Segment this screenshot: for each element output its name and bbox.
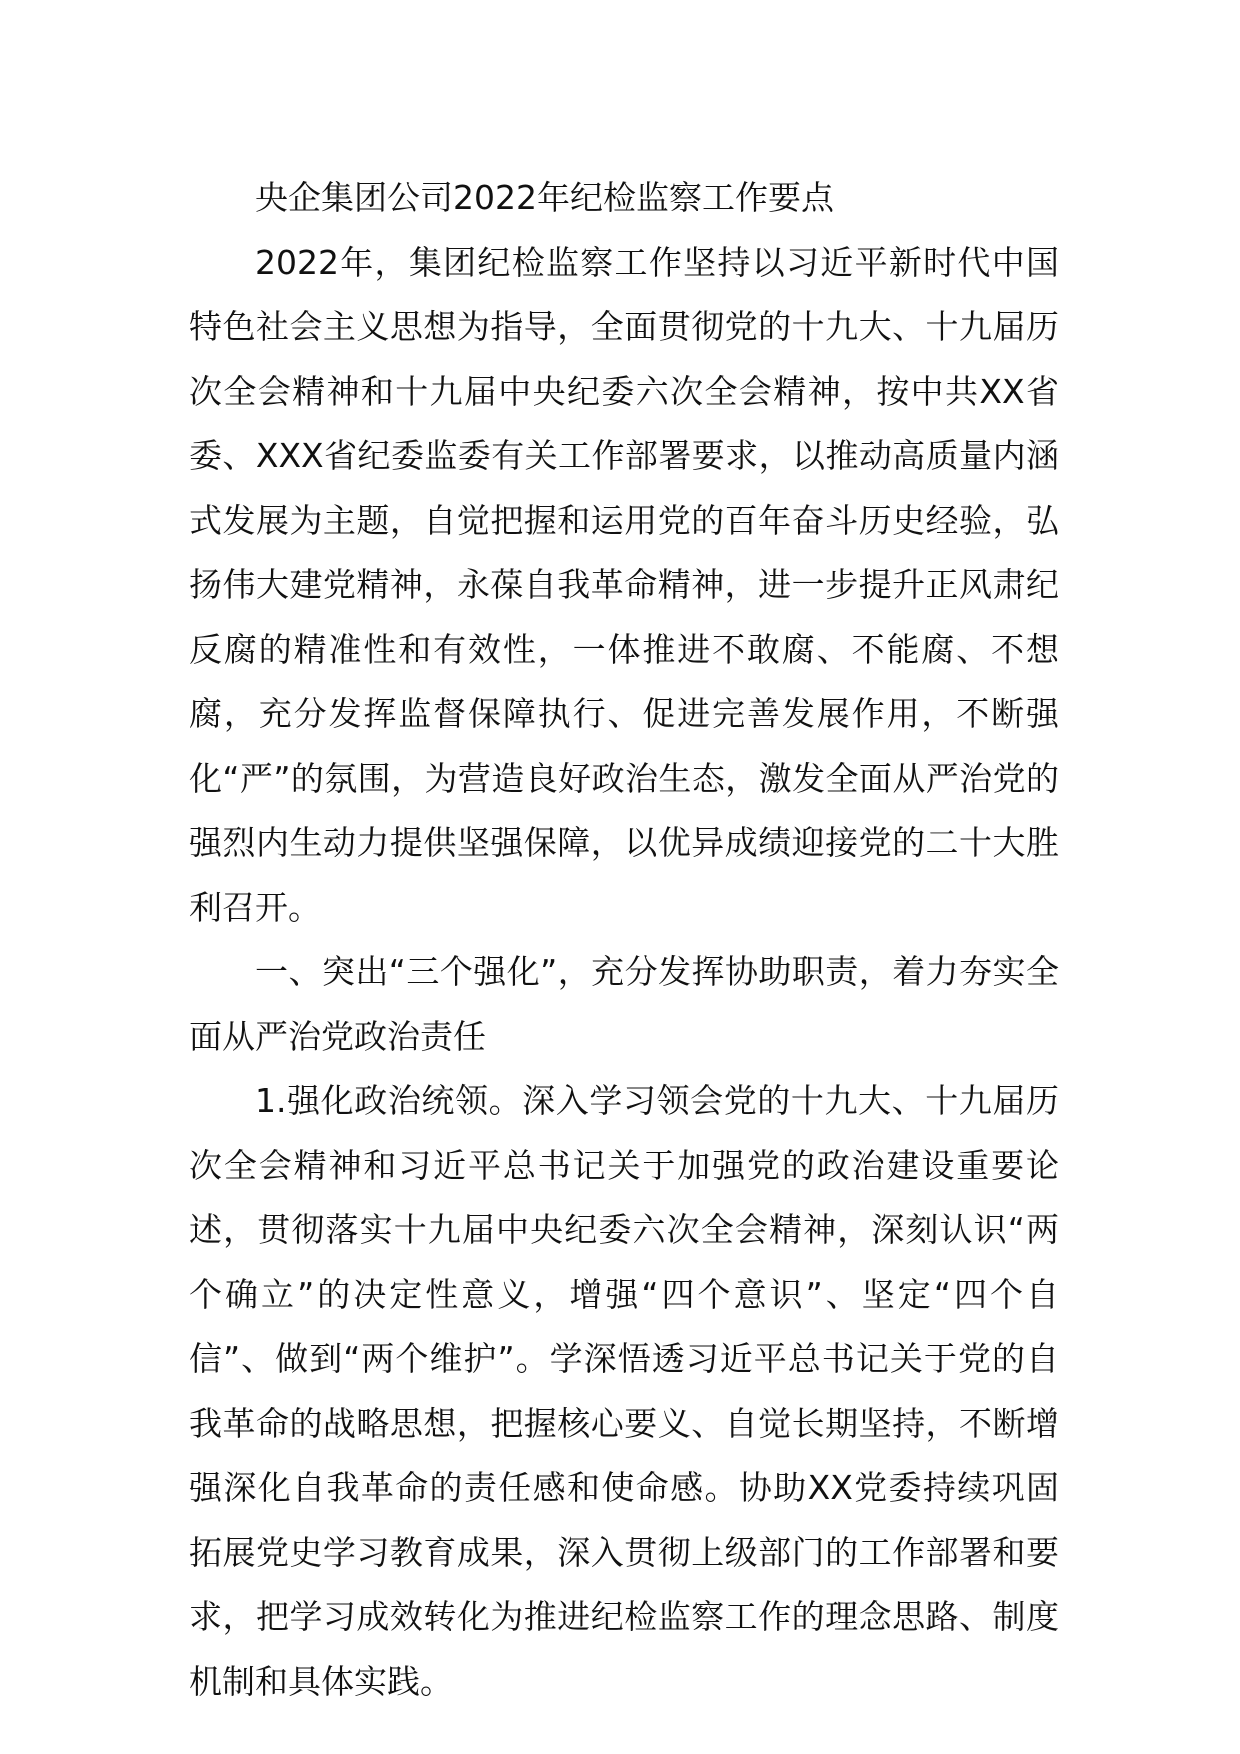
paragraph-intro: 2022年，集团纪检监察工作坚持以习近平新时代中国特色社会主义思想为指导，全面贯彻党的十九大、十九届历次全会精神和十九届中央纪委六次全会精神，按中共XX省委、XXX省纪委监委有关工作部署要求，以推动高质量内涵式发展为主题，自觉把握和运用党的百年奋斗历史经验，弘扬伟大建党精神，永葆自我革命精神，进一步提升正风肃纪反腐的精准性和有效性，一体推进不敢腐、不能腐、不想腐，充分发挥监督保障执行、促进完善发展作用，不断强化“严”的氛围，为营造良好政治生态，激发全面从严治党的强烈内生动力提供坚强保障，以优异成绩迎接党的二十大胜利召开。 [189, 242, 1059, 927]
section-heading: 一、突出“三个强化”，充分发挥协助职责，着力夯实全面从严治党政治责任 [189, 952, 1059, 1056]
paragraph-item-1: 1.强化政治统领。深入学习领会党的十九大、十九届历次全会精神和习近平总书记关于加强党的政治建设重要论述，贯彻落实十九届中央纪委六次全会精神，深刻认识“两个确立”的决定性意义，增强“四个意识”、坚定“四个自信”、做到“两个维护”。学深悟透习近平总书记关于党的自我革命的战略思想，把握核心要义、自觉长期坚持，不断增强深化自我革命的责任感和使命感。协助XX党委持续巩固拓展党史学习教育成果，深入贯彻上级部门的工作部署和要求，把学习成效转化为推进纪检监察工作的理念思路、制度机制和具体实践。 [189, 1081, 1059, 1701]
document-title: 央企集团公司2022年纪检监察工作要点 [255, 178, 834, 217]
document-body [189, 166, 1059, 1714]
